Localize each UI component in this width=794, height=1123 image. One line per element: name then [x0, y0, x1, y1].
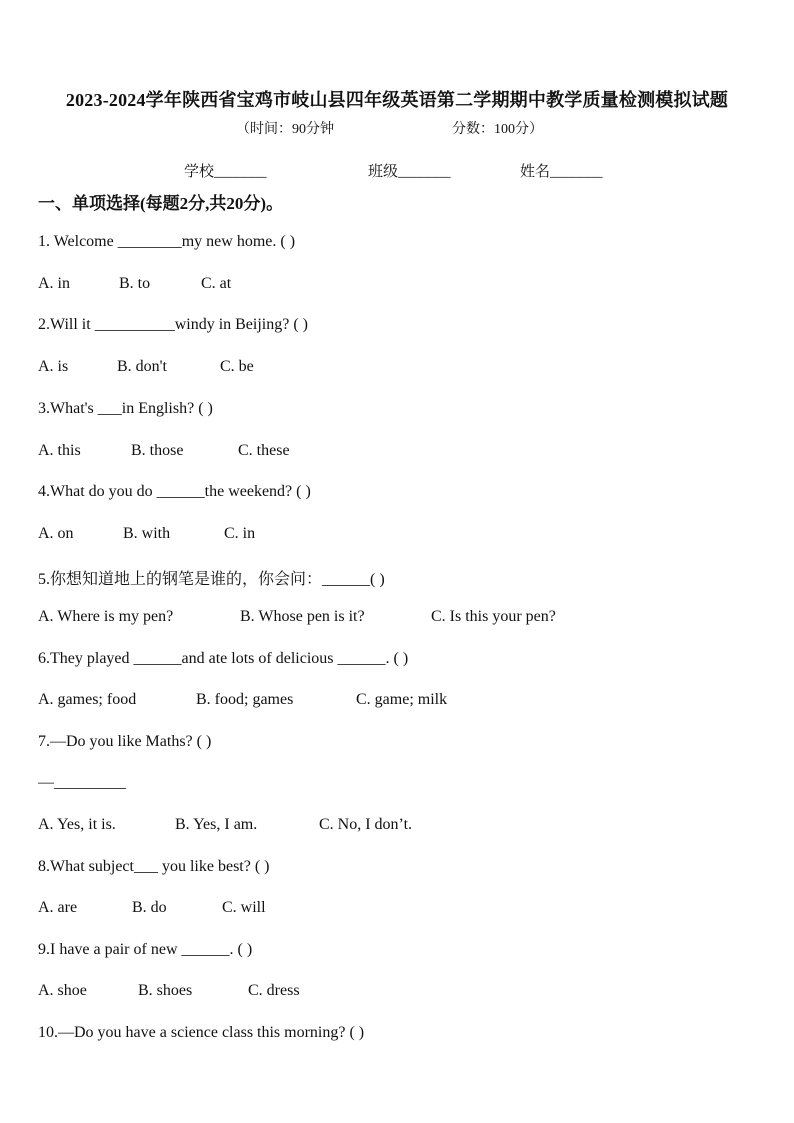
option-c: C. at: [201, 275, 232, 292]
exam-time: （时间：90分钟: [236, 122, 334, 137]
option-a: A. this: [38, 442, 81, 459]
option-b: B. don't: [117, 358, 167, 375]
option-b: B. Yes, I am.: [175, 816, 258, 833]
name-field: 姓名_______: [520, 164, 603, 180]
option-b: B. Whose pen is it?: [240, 608, 365, 625]
option-b: B. do: [132, 899, 167, 916]
question-3: 3.What's ___in English? ( ): [38, 400, 213, 417]
option-a: A. are: [38, 899, 78, 916]
option-a: A. on: [38, 525, 74, 542]
question-4-options: [38, 525, 255, 543]
option-c: C. Is this your pen?: [431, 608, 556, 625]
question-1-options: [38, 275, 231, 293]
question-5-options: [38, 608, 556, 626]
question-9-options: [38, 982, 300, 1000]
option-c: C. No, I don’t.: [319, 816, 413, 833]
option-a: A. is: [38, 358, 69, 375]
section-title: 一、单项选择(每题2分,共20分)。: [38, 194, 284, 213]
question-5: 5.你想知道地上的钢笔是谁的，你会问：______( ): [38, 571, 385, 588]
option-b: B. with: [123, 525, 171, 542]
question-2-options: [38, 358, 254, 376]
option-a: A. games; food: [38, 691, 137, 708]
option-c: C. these: [238, 442, 290, 459]
school-field: 学校_______: [184, 164, 267, 180]
question-9: 9.I have a pair of new ______. ( ): [38, 941, 253, 958]
exam-score: 分数：100分）: [452, 122, 543, 137]
question-7-answer-line: —_________: [38, 774, 126, 791]
option-b: B. to: [119, 275, 151, 292]
class-field: 班级_______: [368, 164, 451, 180]
option-b: B. those: [131, 442, 184, 459]
option-b: B. shoes: [138, 982, 193, 999]
exam-title: 2023-2024学年陕西省宝鸡市岐山县四年级英语第二学期期中教学质量检测模拟试题: [65, 90, 729, 110]
question-7: 7.—Do you like Maths? ( ): [38, 733, 212, 750]
option-c: C. in: [224, 525, 256, 542]
option-a: A. Where is my pen?: [38, 608, 174, 625]
question-8: 8.What subject___ you like best? ( ): [38, 858, 270, 875]
question-7-options: [38, 816, 412, 834]
option-c: C. dress: [248, 982, 300, 999]
question-4: 4.What do you do ______the weekend? ( ): [38, 483, 311, 500]
option-a: A. in: [38, 275, 70, 292]
option-c: C. be: [220, 358, 254, 375]
question-6: 6.They played ______and ate lots of delicious ______. ( ): [38, 650, 409, 667]
option-c: C. will: [222, 899, 266, 916]
option-c: C. game; milk: [356, 691, 448, 708]
question-3-options: [38, 442, 290, 460]
question-1: 1. Welcome ________my new home. ( ): [38, 233, 296, 250]
option-a: A. shoe: [38, 982, 87, 999]
option-b: B. food; games: [196, 691, 294, 708]
question-10: 10.—Do you have a science class this morning? ( ): [38, 1024, 365, 1041]
question-6-options: [38, 691, 447, 709]
question-2: 2.Will it __________windy in Beijing? ( ): [38, 316, 308, 333]
question-8-options: [38, 899, 266, 917]
option-a: A. Yes, it is.: [38, 816, 116, 833]
